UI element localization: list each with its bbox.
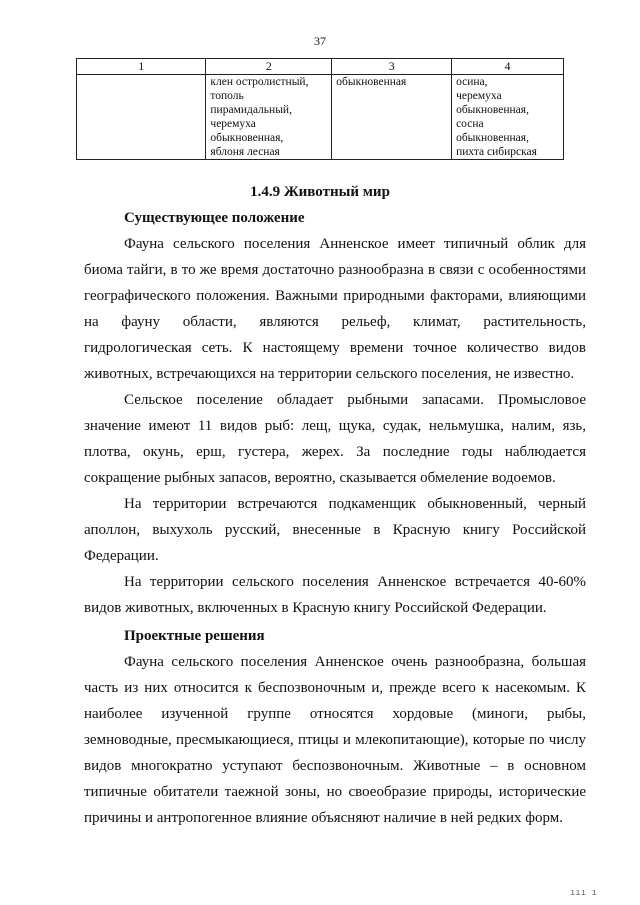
- cell-line: обыкновенная,: [456, 104, 529, 116]
- cell-line: тополь: [210, 90, 244, 102]
- cell-line: пирамидальный,: [210, 104, 292, 116]
- text-line: животных, встречающихся на территории сельского поселения, не известно.: [84, 366, 575, 382]
- page-number: 37: [314, 34, 326, 48]
- text-line: причины и антропогенное влияние объясняют наличие в ней редких форм.: [84, 810, 564, 826]
- section-title: 1.4.9 Животный мир: [250, 184, 390, 200]
- table-header-cell: 2: [206, 59, 332, 75]
- vegetation-table: [76, 58, 564, 160]
- text-line: видов многократно уступают беспозвоночным. Животные – в основном: [84, 758, 586, 774]
- text-line: Фауна сельского поселения Анненское имеет типичный облик для: [124, 236, 586, 252]
- text-line: наиболее изученной группе относятся хордовые (миноги, рыбы,: [84, 706, 586, 722]
- text-line: географического положения. Важными природными факторами, влияющими: [84, 288, 586, 304]
- text-line: видов животных, включенных в Красную книгу Российской Федерации.: [84, 600, 547, 616]
- text-line: На территории встречаются подкаменщик обыкновенный, черный: [124, 496, 586, 512]
- table-header-cell: 4: [452, 59, 564, 75]
- cell-line: клен остролистный,: [210, 76, 309, 88]
- text-line: Федерации.: [84, 548, 159, 564]
- cell-line: обыкновенная: [336, 76, 407, 88]
- text-line: плотва, окунь, ерш, густера, жерех. За последние годы наблюдается: [84, 444, 586, 460]
- text-line: часть из них относится к беспозвоночным и, прежде всего к насекомым. К: [84, 680, 586, 696]
- cell-line: яблоня лесная: [210, 146, 280, 158]
- table-cell: [206, 75, 332, 160]
- text-line: На территории сельского поселения Анненское встречается 40-60%: [124, 574, 586, 590]
- text-line: аполлон, выхухоль русский, внесенные в Красную книгу Российской: [84, 522, 586, 538]
- text-line: Сельское поселение обладает рыбными запасами. Промысловое: [124, 392, 586, 408]
- text-line: земноводные, пресмыкающиеся, птицы и млекопитающие), которые по числу: [84, 732, 586, 748]
- table-header-cell: 3: [332, 59, 452, 75]
- cell-line: осина,: [456, 76, 488, 88]
- text-line: сокращение рыбных запасов, вероятно, сказывается обмеление водоемов.: [84, 470, 556, 486]
- cell-line: сосна: [456, 118, 484, 130]
- table-cell: [452, 75, 564, 160]
- table-cell: [332, 75, 452, 160]
- cell-line: пихта сибирская: [456, 146, 537, 158]
- text-line: типичные обитатели таежной зоны, но своеобразие природы, исторические: [84, 784, 586, 800]
- scan-mark: ııı ı: [570, 888, 598, 898]
- cell-line: обыкновенная,: [210, 132, 284, 144]
- cell-line: обыкновенная,: [456, 132, 529, 144]
- table-header-cell: 1: [77, 59, 206, 75]
- table-cell: [77, 75, 206, 160]
- text-line: на фауну области, являются рельеф, климат, растительность,: [84, 314, 586, 330]
- table-row: [77, 75, 564, 160]
- subheading-project: Проектные решения: [124, 628, 265, 644]
- text-line: биома тайги, в то же время достаточно разнообразна в связи с особенностями: [84, 262, 586, 278]
- subheading-current: Существующее положение: [124, 210, 305, 226]
- cell-line: черемуха: [456, 90, 502, 102]
- table-header-row: [77, 59, 564, 75]
- text-line: Фауна сельского поселения Анненское очень разнообразна, большая: [124, 654, 586, 670]
- text-line: гидрологическая сеть. К настоящему времени точное количество видов: [84, 340, 586, 356]
- text-line: значение имеют 11 видов рыб: лещ, щука, судак, нельмушка, налим, язь,: [84, 418, 586, 434]
- cell-line: черемуха: [210, 118, 256, 130]
